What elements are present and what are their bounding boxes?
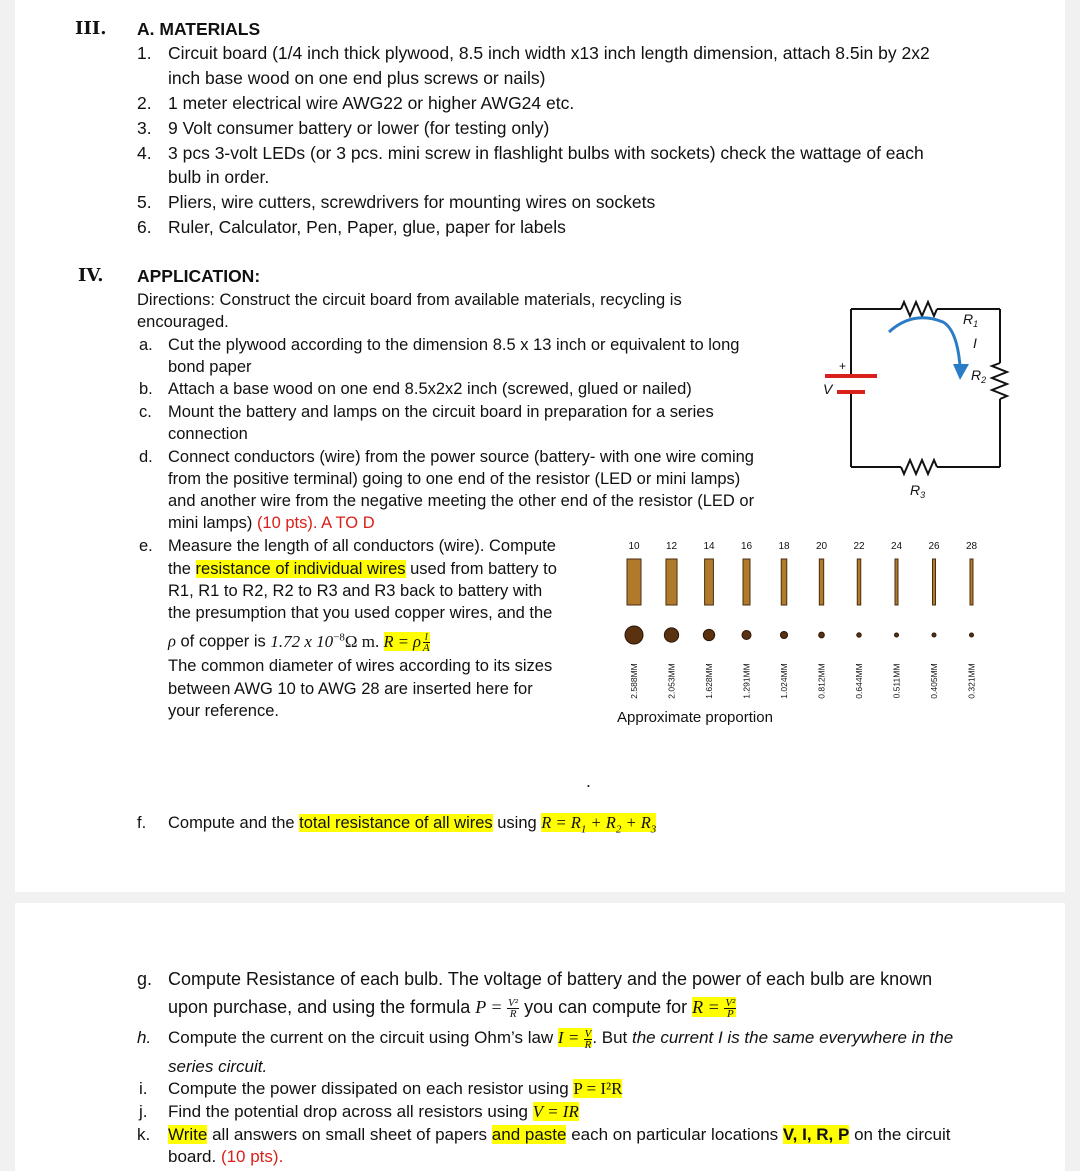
current-arrow-head-icon xyxy=(953,364,969,380)
awg-wire-bar xyxy=(627,559,641,605)
awg-wire-cross-section xyxy=(625,626,643,644)
awg-gauge-label: 18 xyxy=(778,541,790,552)
step-k-line-1: Write all answers on small sheet of papers and paste each on particular locations V, I, R, P on the circuit xyxy=(168,1125,951,1144)
highlight-total-resistance: total resistance of all wires xyxy=(299,814,493,832)
battery-plus-sign: + xyxy=(839,359,847,373)
awg-wire-bar xyxy=(933,559,936,605)
awg-wire-cross-section xyxy=(742,631,751,640)
current-direction-arc xyxy=(889,318,960,366)
awg-wire-bar xyxy=(705,559,714,605)
awg-gauge-label: 12 xyxy=(665,541,678,552)
application-heading: APPLICATION: xyxy=(137,266,261,286)
awg-wire-cross-section xyxy=(664,628,678,642)
awg-gauge-label: 26 xyxy=(928,541,940,552)
awg-gauge-label: 10 xyxy=(628,541,640,552)
awg-gauge-label: 24 xyxy=(890,541,903,552)
document-page-1 xyxy=(15,0,1065,892)
awg-wire-bar xyxy=(819,559,823,605)
document-page-2 xyxy=(15,903,1065,1171)
awg-diameter-label: 0.511MM xyxy=(891,663,902,699)
step-c-line-2: connection xyxy=(168,425,248,443)
step-h-letter: h. xyxy=(137,1028,152,1047)
step-i-line: Compute the power dissipated on each resistor using P = I²R xyxy=(168,1079,623,1098)
r2-label: $R_2$ xyxy=(971,367,987,385)
potential-drop-formula: V = IR xyxy=(532,1102,579,1121)
step-j-line: Find the potential drop across all resistors using V = IR xyxy=(168,1102,579,1121)
awg-wire-cross-section xyxy=(932,633,936,637)
step-a-line-1: Cut the plywood according to the dimension 8.5 x 13 inch or equivalent to long xyxy=(168,336,740,354)
step-e-line-4: the presumption that you used copper wires, and the xyxy=(168,604,553,622)
material-item-1-cont: inch base wood on one end plus screws or nails) xyxy=(168,68,546,88)
awg-wire-bar xyxy=(666,559,677,605)
copper-resistivity: 1.72 x $10^{-8}\Omega$ m. xyxy=(270,631,384,651)
awg-wire-cross-section xyxy=(895,633,899,637)
awg-gauge-label: 22 xyxy=(853,541,865,552)
material-item-1: Circuit board (1/4 inch thick plywood, 8.5 inch width x13 inch length dimension, attach 8.5in by 2x2 xyxy=(168,43,930,63)
awg-wire-bar xyxy=(970,559,973,605)
power-formula: P = $\frac{\text{V²}}{R}$ xyxy=(475,997,519,1021)
highlight-resistance-individual: resistance of individual wires xyxy=(195,560,406,578)
awg-wire-bar xyxy=(743,559,750,605)
step-a-line-2: bond paper xyxy=(168,358,252,376)
current-label: I xyxy=(973,335,977,351)
awg-wire-cross-section xyxy=(819,632,825,638)
step-k-letter: k. xyxy=(137,1125,151,1144)
step-f-letter: f. xyxy=(137,814,147,832)
awg-wire-cross-section xyxy=(970,633,974,637)
awg-wire-size-chart xyxy=(600,533,990,743)
step-e-line-5: ρ of copper is 1.72 x $10^{-8}\Omega$ m. R = ρ $\frac{l}{A}$ xyxy=(168,631,430,655)
step-d-letter: d. xyxy=(139,448,153,466)
awg-diameter-label: 1.628MM xyxy=(704,663,714,699)
step-e-line-6: The common diameter of wires according to its sizes xyxy=(168,657,553,675)
awg-diameter-label: 2.588MM xyxy=(629,663,639,699)
step-e-letter: e. xyxy=(139,537,153,555)
step-g-letter: g. xyxy=(137,969,153,989)
material-item-6-number: 6. xyxy=(137,217,152,237)
step-g-line-2: upon purchase, and using the formula P = $\frac{\text{V²}}{R}$ you can compute for R = $\frac{\text{V²}}{P}$ xyxy=(168,997,736,1021)
awg-gauge-label: 16 xyxy=(740,541,753,552)
awg-diameter-label: 2.053MM xyxy=(666,663,677,699)
step-i-letter: i. xyxy=(139,1079,148,1098)
highlight-vars: V, I, R, P xyxy=(782,1125,850,1144)
awg-wire-cross-section xyxy=(780,631,787,638)
directions-line-2: encouraged. xyxy=(137,313,229,331)
step-k-points: (10 pts). xyxy=(220,1147,284,1166)
materials-heading: A. MATERIALS xyxy=(137,19,261,39)
step-e-line-2: the resistance of individual wires used from battery to xyxy=(168,560,557,578)
stray-dot: . xyxy=(586,771,591,791)
material-item-1-number: 1. xyxy=(137,43,152,63)
step-e-line-8: your reference. xyxy=(168,702,279,720)
step-c-line-1: Mount the battery and lamps on the circuit board in preparation for a series xyxy=(168,403,714,421)
material-item-2-number: 2. xyxy=(137,93,152,113)
chart-caption: Approximate proportion xyxy=(617,709,773,726)
material-item-4-number: 4. xyxy=(137,143,152,163)
awg-diameter-label: 0.644MM xyxy=(854,663,864,699)
awg-wire-bar xyxy=(895,559,898,605)
awg-wire-bar xyxy=(781,559,787,605)
material-item-4: 3 pcs 3-volt LEDs (or 3 pcs. mini screw in flashlight bulbs with sockets) check the wattage of each xyxy=(168,143,924,163)
resistance-formula: R = ρ $\frac{l}{A}$ xyxy=(383,631,430,655)
material-item-6: Ruler, Calculator, Pen, Paper, glue, paper for labels xyxy=(168,217,566,237)
ohms-law-formula: I = $\frac{V}{R}$ xyxy=(557,1027,592,1051)
step-h-line-2: series circuit. xyxy=(168,1057,268,1076)
material-item-2: 1 meter electrical wire AWG22 or higher AWG24 etc. xyxy=(168,93,575,113)
section-number-iii: III. xyxy=(75,18,107,39)
step-d-points: (10 pts). A TO D xyxy=(256,514,375,532)
awg-wire-bar xyxy=(857,559,860,605)
material-item-5-number: 5. xyxy=(137,192,152,212)
directions-line-1: Directions: Construct the circuit board from available materials, recycling is xyxy=(137,291,682,309)
awg-wire-cross-section xyxy=(703,629,714,640)
r3-label: $R_3$ xyxy=(910,482,926,500)
material-item-3: 9 Volt consumer battery or lower (for testing only) xyxy=(168,118,550,138)
awg-gauge-label: 20 xyxy=(815,541,828,552)
step-e-line-7: between AWG 10 to AWG 28 are inserted here for xyxy=(168,680,533,698)
awg-diameter-label: 0.812MM xyxy=(816,663,827,699)
step-d-line-4: mini lamps) (10 pts). A TO D xyxy=(168,514,375,532)
awg-wire-cross-section xyxy=(857,633,861,637)
awg-diameter-label: 1.291MM xyxy=(741,663,752,699)
step-c-letter: c. xyxy=(139,403,152,421)
series-circuit-diagram xyxy=(785,282,1040,512)
step-b-letter: b. xyxy=(139,380,153,398)
step-j-letter: j. xyxy=(139,1102,148,1121)
material-item-4-cont: bulb in order. xyxy=(168,167,270,187)
voltage-label: V xyxy=(823,381,833,397)
step-b-line-1: Attach a base wood on one end 8.5x2x2 inch (screwed, glued or nailed) xyxy=(168,380,692,398)
awg-gauge-label: 28 xyxy=(965,541,978,552)
step-g-line-1: Compute Resistance of each bulb. The voltage of battery and the power of each bulb are known xyxy=(168,969,933,989)
total-resistance-formula: $R = R_1 + R_2 + R_3$ xyxy=(541,813,657,836)
section-number-iv: IV. xyxy=(78,265,104,286)
step-h-line-1: Compute the current on the circuit using Ohm’s law I = $\frac{V}{R}$ . But the current I is the same everywhere in the xyxy=(168,1027,954,1051)
step-k-line-2: board. (10 pts). xyxy=(168,1147,284,1166)
r1-label: $R_1$ xyxy=(963,311,979,329)
awg-diameter-label: 0.405MM xyxy=(929,663,939,699)
power-dissipated-formula: P = I²R xyxy=(573,1079,623,1098)
step-f-line: Compute and the total resistance of all wires using $R = R_1 + R_2 + R_3$ xyxy=(168,813,657,836)
step-e-line-3: R1, R1 to R2, R2 to R3 and R3 back to battery with xyxy=(168,582,543,600)
awg-gauge-label: 14 xyxy=(703,541,715,552)
step-e-line-1: Measure the length of all conductors (wire). Compute xyxy=(168,537,556,555)
step-d-line-2: from the positive terminal) going to one end of the resistor (LED or mini lamps) xyxy=(168,470,741,488)
material-item-3-number: 3. xyxy=(137,118,152,138)
awg-diameter-label: 0.321MM xyxy=(966,663,977,699)
step-d-line-3: and another wire from the negative meeting the other end of the resistor (LED or xyxy=(168,492,755,510)
step-d-line-1: Connect conductors (wire) from the power source (battery- with one wire coming xyxy=(168,448,754,466)
step-a-letter: a. xyxy=(139,336,153,354)
material-item-5: Pliers, wire cutters, screwdrivers for mounting wires on sockets xyxy=(168,192,656,212)
awg-diameter-label: 1.024MM xyxy=(779,663,789,699)
bulb-resistance-formula: R = $\frac{\text{V²}}{P}$ xyxy=(692,997,736,1021)
